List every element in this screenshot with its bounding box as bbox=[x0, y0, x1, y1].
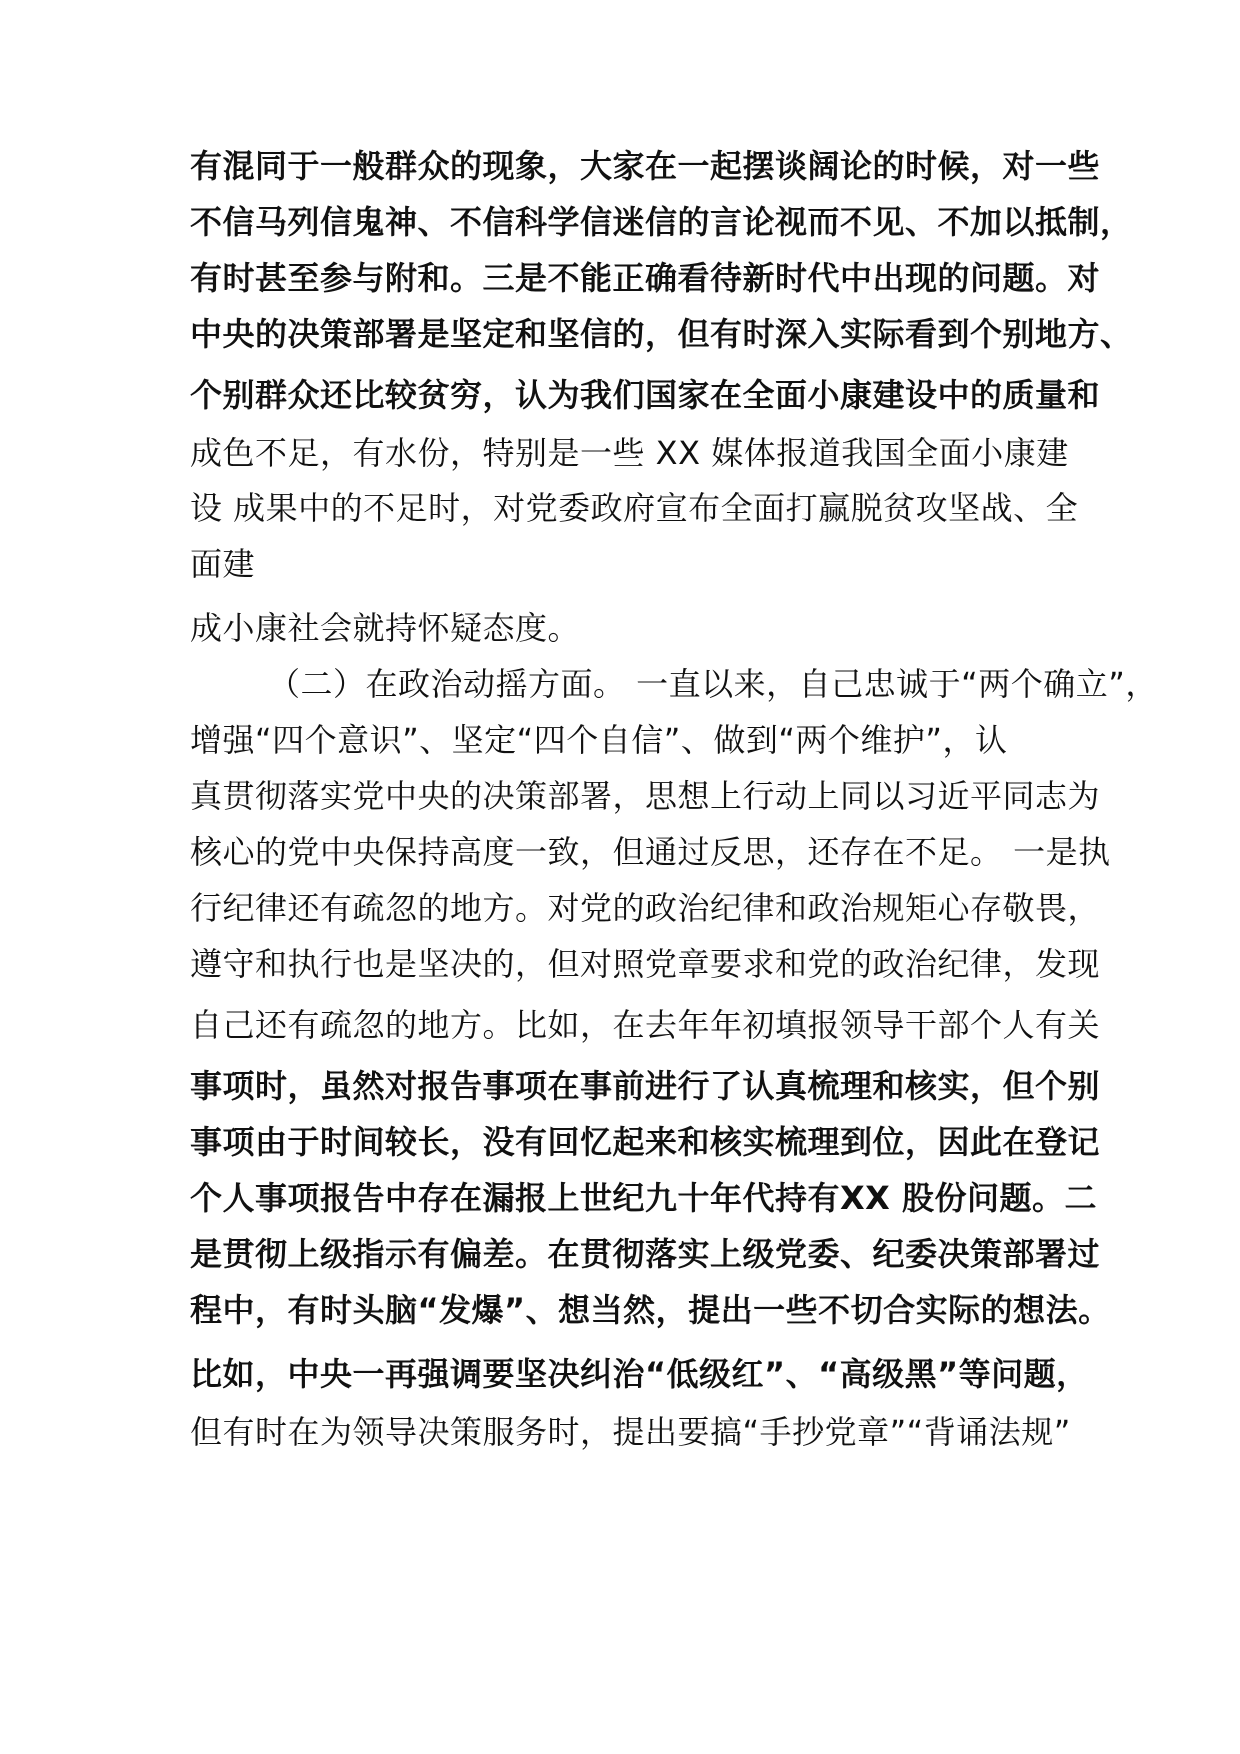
text-line: 有时甚至参与附和。三是不能正确看待新时代中出现的问题。对 bbox=[190, 259, 1101, 297]
text-line: 但有时在为领导决策服务时，提出要搞“手抄党章”“背诵法规” bbox=[190, 1413, 1071, 1451]
text-line: 成小康社会就持怀疑态度。 bbox=[190, 609, 581, 647]
section-heading: （二）在政治动摇方面。 一直以来，自己忠诚于“两个确立”， bbox=[268, 665, 1158, 703]
text-line: 成色不足，有水份，特别是一些 XX 媒体报道我国全面小康建 bbox=[190, 434, 1069, 472]
text-line: 增强“四个意识”、坚定“四个自信”、做到“两个维护”，认 bbox=[190, 721, 1008, 759]
text-line: 比如，中央一再强调要坚决纠治“低级红”、“高级黑”等问题， bbox=[190, 1355, 1089, 1393]
text-line: 事项由于时间较长，没有回忆起来和核实梳理到位，因此在登记 bbox=[190, 1123, 1101, 1161]
text-line: 行纪律还有疏忽的地方。对党的政治纪律和政治规矩心存敬畏， bbox=[190, 889, 1101, 927]
text-line: 不信马列信鬼神、不信科学信迷信的言论视而不见、不加以抵制， bbox=[190, 203, 1133, 241]
text-line: 面建 bbox=[190, 545, 256, 583]
text-line: 是贯彻上级指示有偏差。在贯彻落实上级党委、纪委决策部署过 bbox=[190, 1235, 1101, 1273]
text-line: 有混同于一般群众的现象，大家在一起摆谈阔论的时候，对一些 bbox=[190, 147, 1101, 185]
text-line: 个别群众还比较贫穷，认为我们国家在全面小康建设中的质量和 bbox=[190, 376, 1101, 414]
text-line: 遵守和执行也是坚决的，但对照党章要求和党的政治纪律，发现 bbox=[190, 945, 1101, 983]
text-line: 真贯彻落实党中央的决策部署，思想上行动上同以习近平同志为 bbox=[190, 777, 1101, 815]
text-line: 事项时，虽然对报告事项在事前进行了认真梳理和核实，但个别 bbox=[190, 1067, 1101, 1105]
text-line: 设 成果中的不足时，对党委政府宣布全面打赢脱贫攻坚战、全 bbox=[190, 489, 1079, 527]
text-line: 中央的决策部署是坚定和坚信的，但有时深入实际看到个别地方、 bbox=[190, 315, 1133, 353]
text-line: 自己还有疏忽的地方。比如，在去年年初填报领导干部个人有关 bbox=[190, 1006, 1101, 1044]
text-line: 个人事项报告中存在漏报上世纪九十年代持有XX 股份问题。二 bbox=[190, 1179, 1097, 1217]
text-line: 程中，有时头脑“发爆”、想当然，提出一些不切合实际的想法。 bbox=[190, 1291, 1111, 1329]
text-line: 核心的党中央保持高度一致，但通过反思，还存在不足。 一是执 bbox=[190, 833, 1111, 871]
